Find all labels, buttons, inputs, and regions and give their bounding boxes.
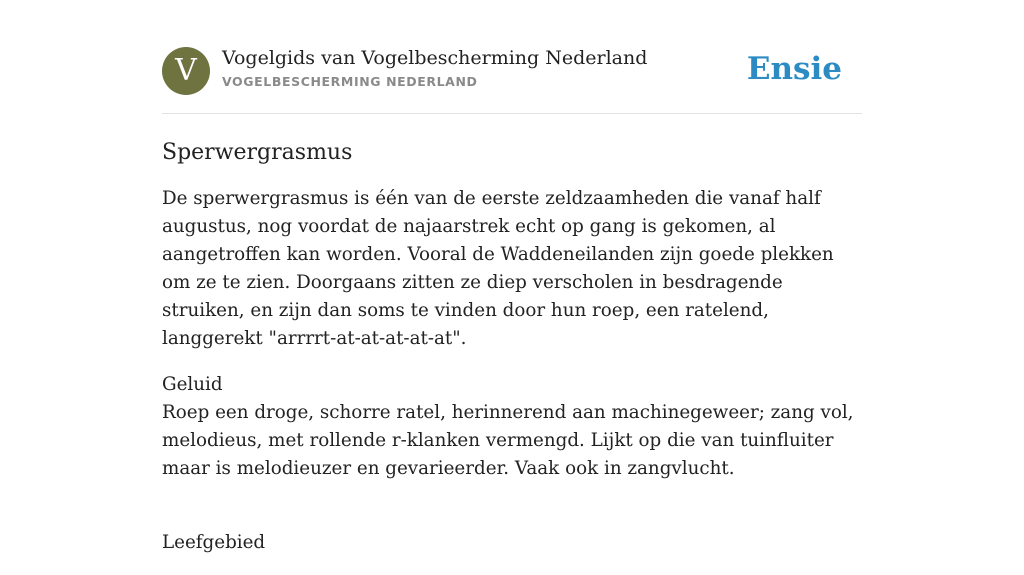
header-divider	[162, 113, 862, 114]
publication-title-link[interactable]: Vogelgids van Vogelbescherming Nederland	[222, 47, 648, 69]
article-content	[162, 137, 862, 575]
section-heading: Leefgebied	[162, 532, 266, 553]
section-text: Roep een droge, schorre ratel, herinnerend aan machinegeweer; zang vol, melodieus, met rollende r-klanken vermengd. Lijkt op die van tuinfluiter maar is melodieuzer en gevarieerder. Vaak ook in zangvlucht.	[162, 402, 854, 479]
publisher-avatar[interactable]: V	[162, 47, 210, 95]
ensie-logo-link[interactable]: Ensie	[746, 51, 842, 87]
section-leefgebied	[162, 529, 862, 557]
section-geluid	[162, 371, 862, 483]
publisher-name-link[interactable]: VOGELBESCHERMING NEDERLAND	[222, 74, 478, 89]
section-heading: Geluid	[162, 374, 223, 395]
article-title: Sperwergrasmus	[162, 140, 353, 165]
section-spacer	[162, 501, 862, 529]
publication-header	[162, 46, 862, 96]
article-intro: De sperwergrasmus is één van de eerste zeldzaamheden die vanaf half augustus, nog voordat de najaarstrek echt op gang is gekomen, al aangetroffen kan worden. Vooral de Waddeneilanden zijn goede plekken om ze te zien. Doorgaans zitten ze diep verscholen in besdragende struiken, en zijn dan soms te vinden door hun roep, een ratelend, langgerekt "arrrrt-at-at-at-at-at".	[162, 188, 834, 349]
